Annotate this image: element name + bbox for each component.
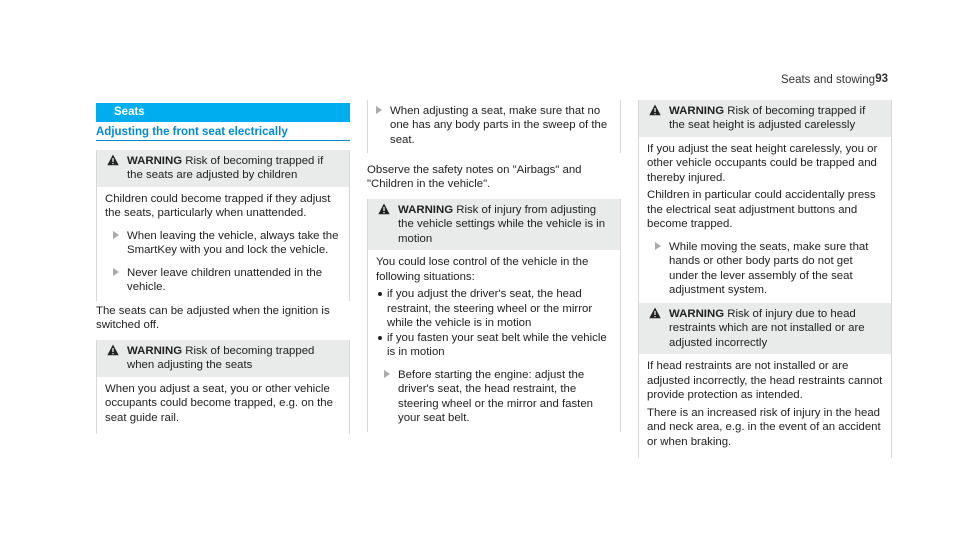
running-header: Seats and stowing xyxy=(781,74,875,86)
warning-text: If head restraints are not installed or are adjusted incorrectly, the head restraints cannot provide protection as intended. xyxy=(647,360,883,402)
warning-header xyxy=(97,150,349,187)
warning-body xyxy=(639,137,891,304)
action-text: While moving the seats, make sure that hands or other body parts do not get under the lever assembly of the seat adjustment system. xyxy=(669,240,869,297)
warning-triangle-icon xyxy=(649,104,661,116)
warning-text: If you adjust the seat height carelessly, you or other vehicle occupants could be trapped and thereby injured. xyxy=(647,142,878,184)
warning-header xyxy=(639,100,891,137)
action-text: Never leave children unattended in the vehicle. xyxy=(127,266,323,294)
action-text: When adjusting a seat, make sure that no one has any body parts in the sweep of the seat. xyxy=(390,105,608,146)
bullet-list xyxy=(376,287,612,359)
warning-label: WARNING xyxy=(127,155,183,167)
warning-title: Risk of injury from adjusting the vehicle settings while the vehicle is in motion xyxy=(398,204,606,245)
action-item xyxy=(368,104,620,147)
warning-box-adjusting xyxy=(96,340,350,434)
subheading: Adjusting the front seat electrically xyxy=(96,125,350,141)
action-arrow-icon xyxy=(376,106,382,114)
warning-text: Children in particular could accidentally press the electrical seat adjustment buttons and become trapped. xyxy=(647,189,876,231)
action-arrow-icon xyxy=(384,370,390,378)
warning-triangle-icon xyxy=(107,154,119,166)
action-arrow-icon xyxy=(113,268,119,276)
bullet-item: if you adjust the driver's seat, the head restraint, the steering wheel or the mirror while the vehicle is in motion xyxy=(376,287,612,330)
warning-text: When you adjust a seat, you or other vehicle occupants could become trapped, e.g. on the seat guide rail. xyxy=(105,382,333,424)
warning-title: Risk of becoming trapped if the seats are adjusted by children xyxy=(127,155,324,182)
warning-header xyxy=(368,199,620,250)
warning-box-children xyxy=(96,150,350,301)
bullet-item: if you fasten your seat belt while the vehicle is in motion xyxy=(376,331,612,360)
warning-title: Risk of becoming trapped when adjusting the seats xyxy=(127,345,315,372)
page-number: 93 xyxy=(875,73,888,85)
warning-triangle-icon xyxy=(649,307,661,319)
paragraph-ignition: The seats can be adjusted when the ignition is switched off. xyxy=(96,305,330,332)
warning-body xyxy=(97,377,349,434)
warning-triangle-icon xyxy=(378,203,390,215)
warning-triangle-icon xyxy=(107,344,119,356)
action-item xyxy=(105,229,341,258)
warning-continuation xyxy=(367,100,621,153)
action-text: Before starting the engine: adjust the driver's seat, the head restraint, the steering wheel or the mirror and fasten your seat belt. xyxy=(398,368,594,425)
action-arrow-icon xyxy=(113,231,119,239)
warning-header xyxy=(639,303,891,354)
warning-body xyxy=(639,354,891,458)
warning-label: WARNING xyxy=(669,105,725,117)
warning-label: WARNING xyxy=(127,345,183,357)
action-text: When leaving the vehicle, always take the SmartKey with you and lock the vehicle. xyxy=(127,229,339,257)
warning-text: There is an increased risk of injury in the head and neck area, e.g. in the event of an accident or when braking. xyxy=(647,406,881,448)
warning-box-motion xyxy=(367,199,621,432)
warning-header xyxy=(97,340,349,377)
warning-body xyxy=(97,187,349,301)
action-item xyxy=(647,240,883,298)
warning-title: Risk of becoming trapped if the seat height is adjusted carelessly xyxy=(669,105,866,132)
warning-text: Children could become trapped if they adjust the seats, particularly when unattended. xyxy=(105,192,331,220)
warning-box-seat-height xyxy=(638,100,892,304)
warning-title: Risk of injury due to head restraints which are not installed or are adjusted incorrectly xyxy=(669,308,865,349)
warning-text: You could lose control of the vehicle in the following situations: xyxy=(376,256,589,283)
warning-body xyxy=(368,250,620,431)
paragraph-safety-notes: Observe the safety notes on "Airbags" and "Children in the vehicle". xyxy=(367,164,582,191)
warning-box-head-restraints xyxy=(638,303,892,458)
action-item xyxy=(376,368,612,426)
action-arrow-icon xyxy=(655,242,661,250)
warning-label: WARNING xyxy=(398,204,454,216)
warning-label: WARNING xyxy=(669,308,725,320)
section-bar: Seats xyxy=(96,103,350,122)
action-item xyxy=(105,266,341,295)
